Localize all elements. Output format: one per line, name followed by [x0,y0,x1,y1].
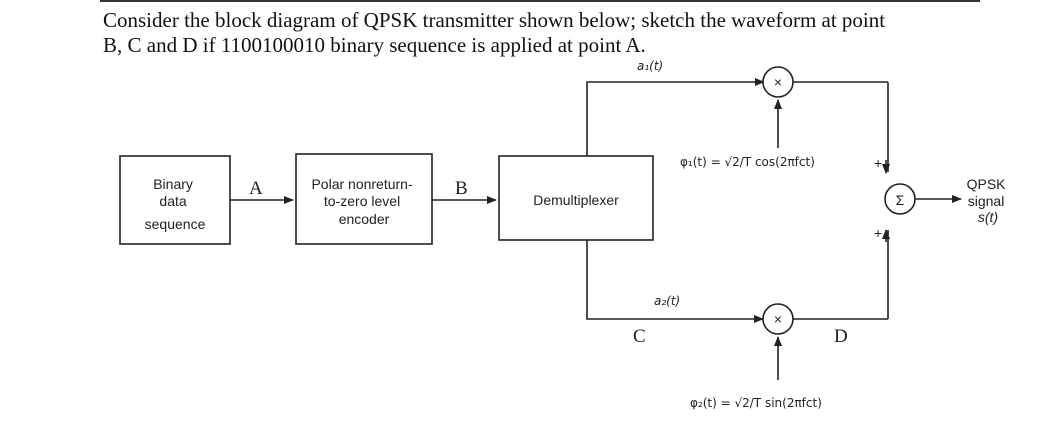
output-line-2: signal [967,193,1005,209]
lower-plus-sign: + [874,225,883,241]
phi1-label: φ₁(t) = √2/T cos(2πfᴄt) [680,155,815,169]
output-line-3: s(t) [977,209,999,225]
lower-multiply-symbol: × [773,311,783,327]
encoder-line-3: encoder [338,211,390,227]
binary-source-line-1: Binary [153,176,193,192]
encoder-line-2: to-zero level [323,193,401,209]
upper-multiply-symbol: × [773,74,783,90]
demultiplexer-label: Demultiplexer [533,192,619,208]
a2-label: a₂(t) [654,294,681,308]
binary-source-line-3: sequence [144,216,206,232]
output-line-1: QPSK [966,176,1006,192]
point-a-label: A [249,178,263,199]
point-d-label: D [834,326,848,347]
upper-branch-line [587,82,764,156]
point-b-label: B [455,178,468,199]
phi2-label: φ₂(t) = √2/T sin(2πfᴄt) [690,396,822,410]
upper-plus-sign: + [874,155,883,171]
sum-symbol: Σ [895,192,905,208]
question-line-2: B, C and D if 1100100010 binary sequence is applied at point A. [103,33,646,57]
point-c-label: C [633,326,646,347]
question-line-1: Consider the block diagram of QPSK transmitter shown below; sketch the waveform at point [103,8,886,32]
qpsk-output-label [967,176,1010,225]
encoder-line-1: Polar nonreturn- [311,176,413,192]
binary-source-line-2: data [159,193,187,209]
a1-label: a₁(t) [637,59,664,73]
